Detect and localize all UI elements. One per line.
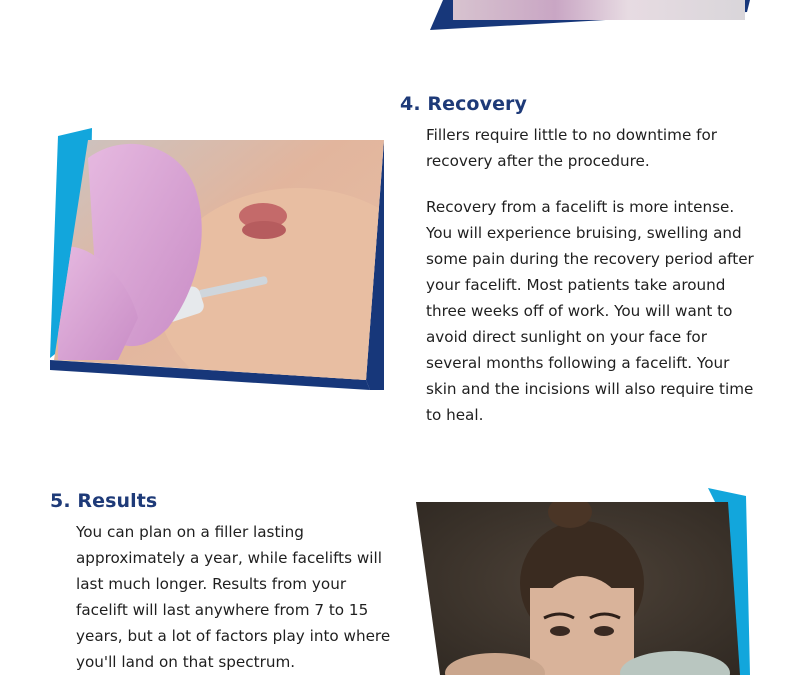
results-heading: 5. Results [50, 490, 158, 512]
young-woman-portrait-photo [410, 488, 755, 675]
recovery-paragraph-2: Recovery from a facelift is more intense. You will experience bruising, swelling and some pain during the recovery period after your facelift. Most patients take around three weeks off of work. You will want to avoid direct sunlight on your face for several months following a facelift. Your skin and the incisions will also require time to heal. [426, 198, 754, 424]
results-photo-frame [410, 488, 755, 675]
filler-injection-photo [48, 128, 388, 392]
recovery-heading: 4. Recovery [400, 93, 528, 115]
top-photo [453, 0, 745, 20]
recovery-paragraph-1: Fillers require little to no downtime for recovery after the procedure. [426, 126, 718, 170]
top-photo-frame [425, 0, 755, 34]
results-paragraph-1: You can plan on a filler lasting approximately a year, while facelifts will last much longer. Results from your facelift will last anywhere from 7 to 15 years, but a lot of factors play into where you'll land on that spectrum. [76, 523, 391, 671]
recovery-photo-frame [48, 128, 388, 392]
